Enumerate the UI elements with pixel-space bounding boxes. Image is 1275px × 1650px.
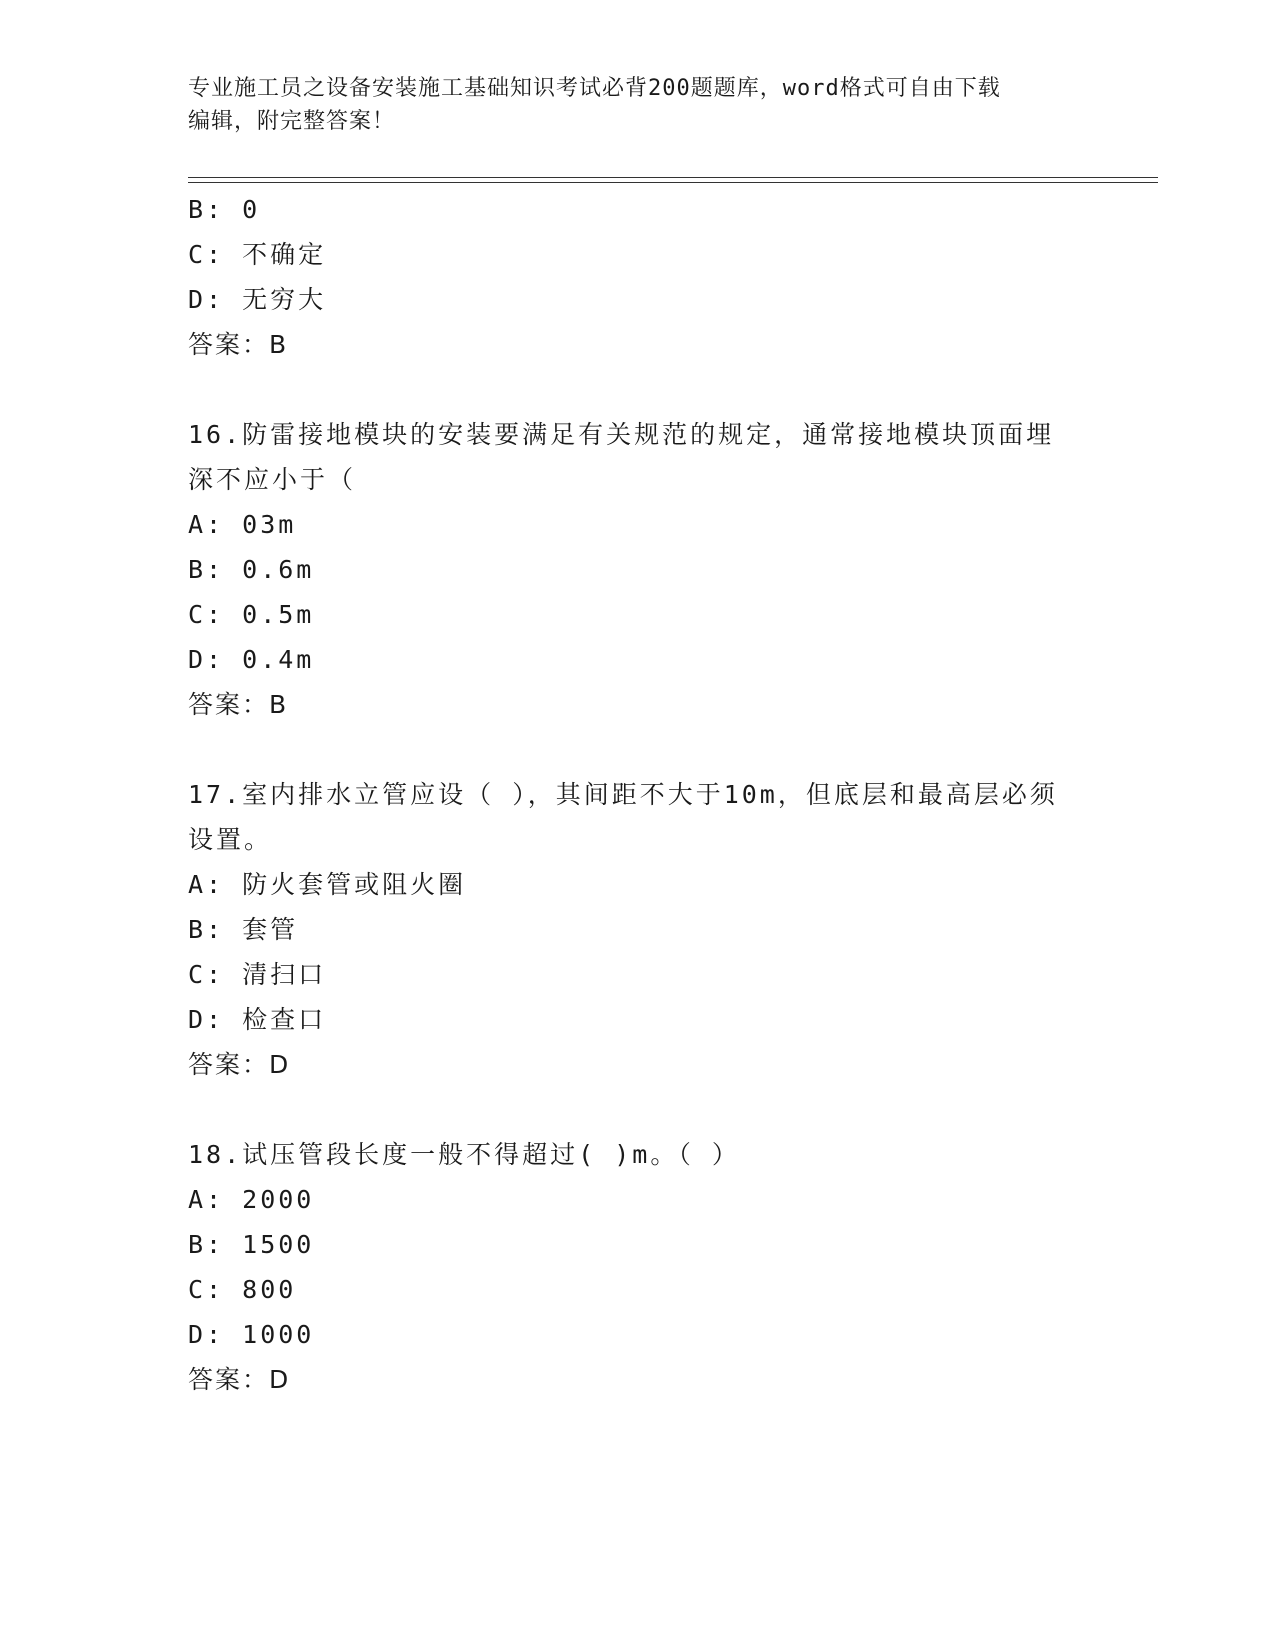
header-title-line1: 专业施工员之设备安装施工基础知识考试必背200题题库，word格式可自由下载 xyxy=(188,76,1001,101)
q17-answer: 答案：D xyxy=(188,1050,291,1079)
q16-option-c: C: 0.5m xyxy=(188,600,315,629)
q16-answer: 答案：B xyxy=(188,690,289,719)
q18-option-b: B: 1500 xyxy=(188,1230,315,1259)
q18-option-a: A: 2000 xyxy=(188,1185,315,1214)
q16-question-line1: 16.防雷接地模块的安装要满足有关规范的规定，通常接地模块顶面埋 xyxy=(188,420,1055,449)
q17-option-a: A: 防火套管或阻火圈 xyxy=(188,870,467,899)
q16-option-a: A: 03m xyxy=(188,510,297,539)
header-divider-top xyxy=(188,177,1158,178)
q17-question-line1: 17.室内排水立管应设（ ），其间距不大于10m，但底层和最高层必须 xyxy=(188,780,1058,809)
q15-option-c: C: 不确定 xyxy=(188,240,327,269)
q15-option-d: D: 无穷大 xyxy=(188,285,327,314)
q17-option-b: B: 套管 xyxy=(188,915,299,944)
q17-option-d: D: 检查口 xyxy=(188,1005,327,1034)
document-header xyxy=(188,72,1088,138)
q16-question-line2: 深不应小于（ xyxy=(188,465,357,494)
q18-answer: 答案：D xyxy=(188,1365,291,1394)
q17-option-c: C: 清扫口 xyxy=(188,960,327,989)
q18-option-c: C: 800 xyxy=(188,1275,297,1304)
q16-option-b: B: 0.6m xyxy=(188,555,315,584)
q18-question-line1: 18.试压管段长度一般不得超过( )m。（ ） xyxy=(188,1140,740,1169)
q17-question-line2: 设置。 xyxy=(188,825,273,854)
q18-option-d: D: 1000 xyxy=(188,1320,315,1349)
q15-option-b: B: 0 xyxy=(188,195,261,224)
header-title-line2: 编辑，附完整答案！ xyxy=(188,109,396,134)
header-divider-bottom xyxy=(188,182,1158,183)
q15-answer: 答案：B xyxy=(188,330,289,359)
q16-option-d: D: 0.4m xyxy=(188,645,315,674)
